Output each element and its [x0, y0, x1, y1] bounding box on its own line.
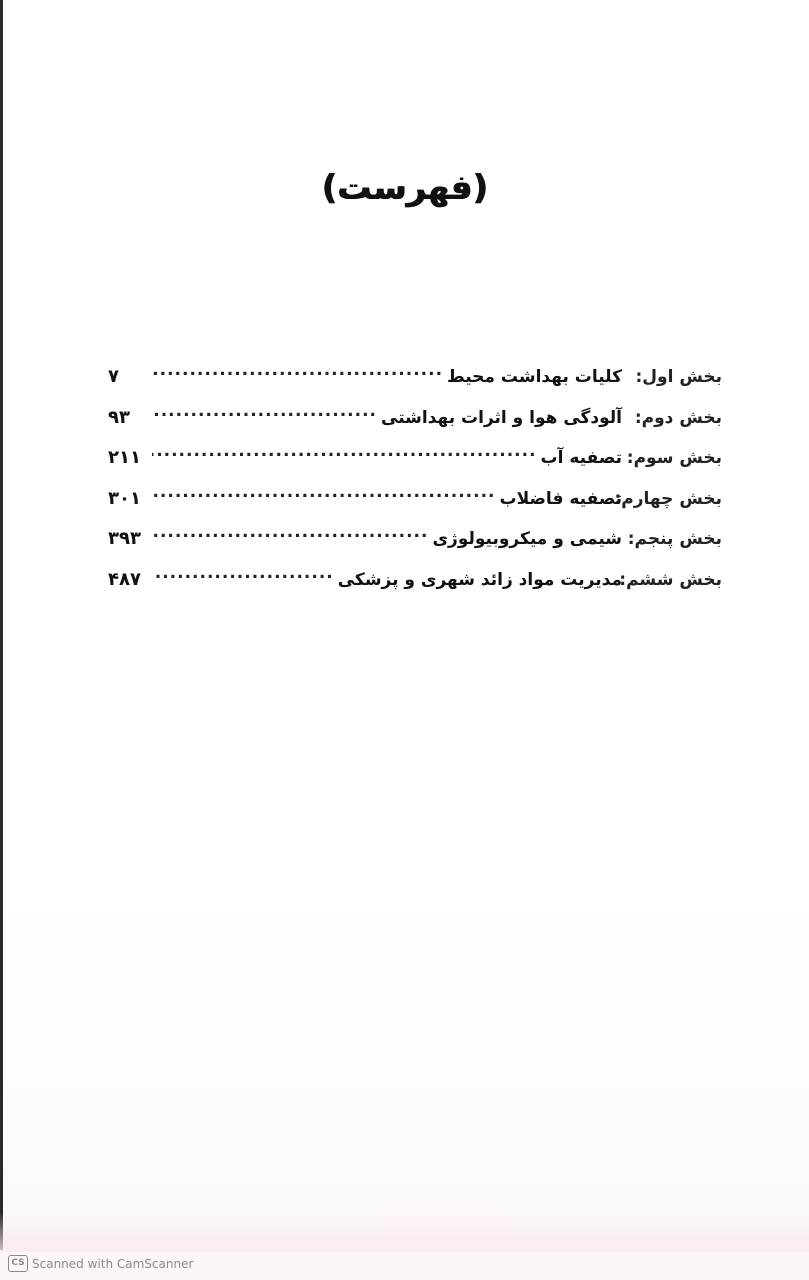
toc-page-number: ۹۳ — [108, 406, 130, 428]
toc-page-number: ۷ — [108, 366, 119, 388]
toc-section-title: مدیریت مواد زائد شهری و پزشکی — [337, 569, 622, 590]
toc-page-number: ۲۱۱ — [108, 447, 141, 469]
toc-section-label: بخش دوم: — [634, 407, 722, 428]
camscanner-logo-icon: CS — [8, 1255, 28, 1272]
toc-section-label: بخش پنجم: — [627, 529, 722, 550]
scanner-watermark — [8, 1255, 193, 1272]
table-of-contents — [108, 360, 722, 603]
toc-leader-dots — [152, 522, 428, 544]
toc-section-label: بخش چهارم: — [614, 488, 722, 509]
toc-section-label: بخش سوم: — [626, 448, 722, 469]
toc-leader-dots — [152, 563, 334, 585]
toc-section-title: کلیات بهداشت محیط — [447, 367, 622, 388]
toc-section-title: تصفیه فاضلاب — [499, 488, 622, 509]
toc-row — [108, 482, 722, 523]
watermark-text: Scanned with CamScanner — [32, 1256, 194, 1271]
toc-section-label: بخش اول: — [635, 367, 722, 388]
toc-leader-dots — [152, 482, 496, 504]
toc-section-label: بخش ششم: — [619, 569, 722, 590]
toc-section-title: تصفیه آب — [540, 448, 622, 469]
toc-page-number: ۳۹۳ — [108, 528, 141, 550]
toc-section-title: آلودگی هوا و اثرات بهداشتی — [381, 407, 622, 428]
toc-page-number: ۳۰۱ — [108, 487, 141, 509]
toc-section-title: شیمی و میکروبیولوژی — [432, 529, 622, 550]
toc-leader-dots — [152, 360, 443, 382]
toc-page-number: ۴۸۷ — [108, 568, 141, 590]
toc-row — [108, 563, 722, 604]
toc-row — [108, 401, 722, 442]
toc-row — [108, 441, 722, 482]
page-title: (فهرست) — [321, 168, 488, 208]
toc-row — [108, 522, 722, 563]
toc-row — [108, 360, 722, 401]
toc-leader-dots — [152, 441, 537, 463]
toc-leader-dots — [152, 401, 377, 423]
bottom-tint — [0, 1212, 809, 1252]
